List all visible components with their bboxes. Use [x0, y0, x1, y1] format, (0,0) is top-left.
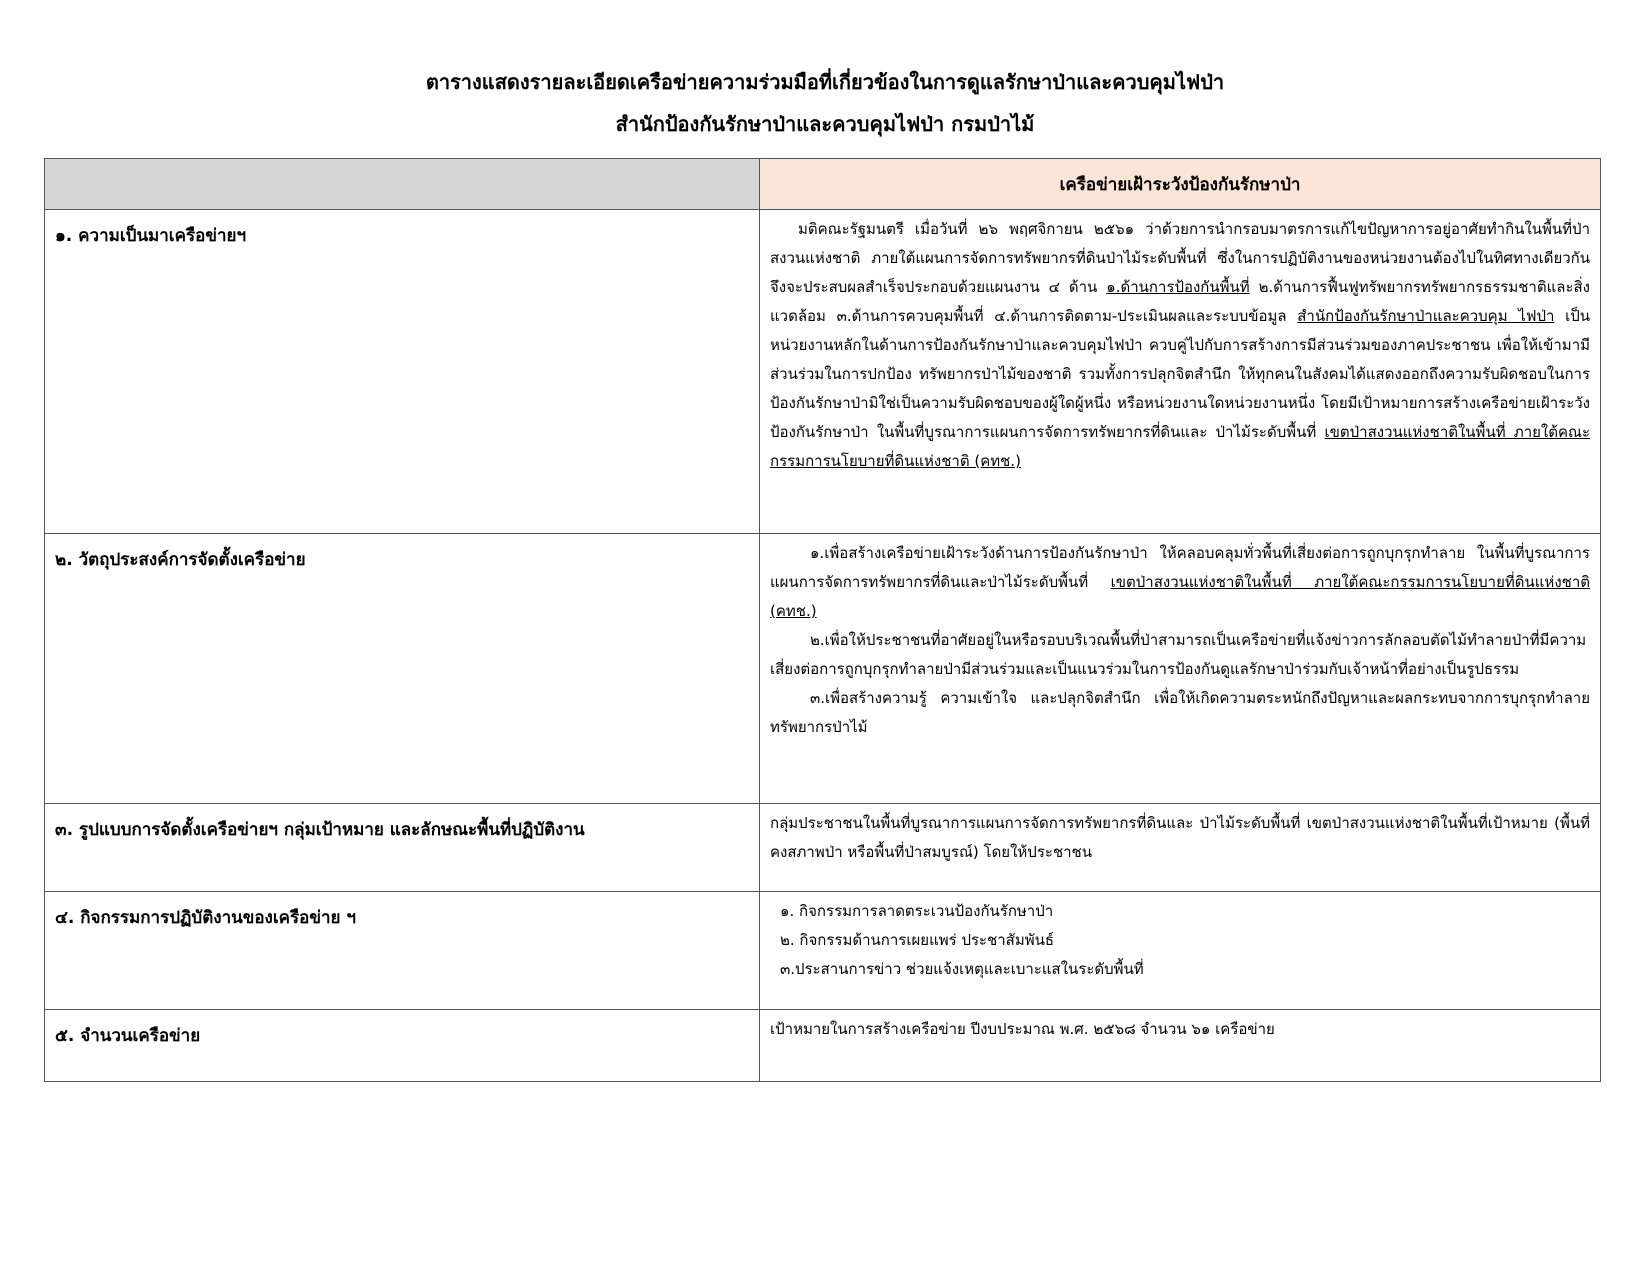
background-text-b: ๒.ด้านการฟื้นฟูทรัพยากรทรัพยากรธรรมชาติและสิ่งแวดล้อม ๓.ด้านการควบคุมพื้นที่ ๔.ด้านการติดตาม-ประเมินผลและระบบข้อมูล [770, 278, 1590, 325]
background-text-a: มติคณะรัฐมนตรี เมื่อวันที่ ๒๖ พฤศจิกายน ๒๕๖๑ ว่าด้วยการนำกรอบมาตรการแก้ไขปัญหาการอยู่อาศัยทำกินในพื้นที่ป่าสงวนแห่งชาติ ภายใต้แผนการจัดการทรัพยากรที่ดินป่าไม้ระดับพื้นที่ ซึ่งในการปฏิบัติงานของหน่วยงานต้องไปในทิศทางเดียวกัน จึงจะประสบผลสำเร็จประกอบด้วยแผนงาน ๔ ด้าน [770, 220, 1590, 296]
activity-item: ๑. กิจกรรมการลาดตระเวนป้องกันรักษาป่า [780, 902, 1054, 920]
background-underline-1: ๑.ด้านการป้องกันพื้นที่ [1106, 278, 1250, 296]
row-label-background: ๑. ความเป็นมาเครือข่ายฯ [45, 210, 760, 534]
row-content-objectives [760, 534, 1601, 804]
table-row [45, 534, 1601, 804]
row-content-background [760, 210, 1601, 534]
objective-2: ๒.เพื่อให้ประชาชนที่อาศัยอยู่ในหรือรอบบริเวณพื้นที่ป่าสามารถเป็นเครือข่ายที่แจ้งข่าวการลักลอบตัดไม้ทำลายป่าที่มีความเสี่ยงต่อการถูกบุกรุกทำลายป่ามีส่วนร่วมและเป็นแนวร่วมในการป้องกันดูแลรักษาป่าร่วมกับเจ้าหน้าที่อย่างเป็นรูปธรรม [770, 631, 1587, 678]
table-row [45, 210, 1601, 534]
table-row [45, 892, 1601, 1010]
activity-item: ๓.ประสานการข่าว ช่วยแจ้งเหตุและเบาะแสในระดับพื้นที่ [780, 960, 1144, 978]
activity-item: ๒. กิจกรรมด้านการเผยแพร่ ประชาสัมพันธ์ [780, 931, 1055, 949]
network-details-table [44, 158, 1601, 1082]
document-subtitle: สำนักป้องกันรักษาป่าและควบคุมไฟป่า กรมป่าไม้ [615, 112, 1035, 136]
header-blank-cell [45, 159, 760, 210]
table-row [45, 804, 1601, 892]
row-label-activities: ๔. กิจกรรมการปฏิบัติงานของเครือข่าย ฯ [45, 892, 760, 1010]
objective-1-text: ๑.เพื่อสร้างเครือข่ายเฝ้าระวังด้านการป้องกันรักษาป่า ให้คลอบคลุมทั่วพื้นที่เสี่ยงต่อการถูกบุกรุกทำลาย ในพื้นที่บูรณาการแผนการจัดการทรัพยากรที่ดินและป่าไม้ระดับพื้นที่ [770, 544, 1590, 591]
row-content-count: เป้าหมายในการสร้างเครือข่าย ปีงบประมาณ พ.ศ. ๒๕๖๘ จำนวน ๖๑ เครือข่าย [760, 1010, 1601, 1082]
table-row [45, 1010, 1601, 1082]
row-label-format: ๓. รูปแบบการจัดตั้งเครือข่ายฯ กลุ่มเป้าหมาย และลักษณะพื้นที่ปฏิบัติงาน [45, 804, 760, 892]
objective-3: ๓.เพื่อสร้างความรู้ ความเข้าใจ และปลุกจิตสำนึก เพื่อให้เกิดความตระหนักถึงปัญหาและผลกระทบจากการบุกรุกทำลายทรัพยากรป่าไม้ [770, 689, 1590, 736]
objective-1 [770, 539, 1590, 626]
background-underline-2: สำนักป้องกันรักษาป่าและควบคุม ไฟป่า [1297, 307, 1555, 325]
row-label-count: ๕. จำนวนเครือข่าย [45, 1010, 760, 1082]
background-paragraph [770, 215, 1590, 476]
background-text-c: เป็นหน่วยงานหลักในด้านการป้องกันรักษาป่าและควบคุมไฟป่า ควบคู่ไปกับการสร้างการมีส่วนร่วมของภาคประชาชน เพื่อให้เข้ามามีส่วนร่วมในการปกป้อง ทรัพยากรป่าไม้ของชาติ รวมทั้งการปลุกจิตสำนึก ให้ทุกคนในสังคมได้แสดงออกถึงความรับผิดชอบในการป้องกันรักษาป่ามิใช่เป็นความรับผิดชอบของผู้ใดผู้หนึ่ง หรือหน่วยงานใดหน่วยงานหนึ่ง โดยมีเป้าหมายการสร้างเครือข่ายเฝ้าระวังป้องกันรักษาป่า ในพื้นที่บูรณาการแผนการจัดการทรัพยากรที่ดินและ ป่าไม้ระดับพื้นที่ [770, 307, 1590, 441]
row-content-format: กลุ่มประชาชนในพื้นที่บูรณาการแผนการจัดการทรัพยากรที่ดินและ ป่าไม้ระดับพื้นที่ เขตป่าสงวนแห่งชาติในพื้นที่เป้าหมาย (พื้นที่คงสภาพป่า หรือพื้นที่ป่าสมบูรณ์) โดยให้ประชาชน [760, 804, 1601, 892]
header-network-name: เครือข่ายเฝ้าระวังป้องกันรักษาป่า [760, 159, 1601, 210]
table-header-row [45, 159, 1601, 210]
document-title: ตารางแสดงรายละเอียดเครือข่ายความร่วมมือที่เกี่ยวข้องในการดูแลรักษาป่าและควบคุมไฟป่า [425, 70, 1225, 94]
objective-1-underline: เขตป่าสงวนแห่งชาติในพื้นที่ ภายใต้คณะกรรมการนโยบายที่ดินแห่งชาติ (คทช.) [770, 573, 1590, 620]
background-underline-3: เขตป่าสงวนแห่งชาติในพื้นที่ ภายใต้คณะกรรมการนโยบายที่ดินแห่งชาติ (คทช.) [770, 423, 1590, 470]
row-content-activities [760, 892, 1601, 1010]
row-label-objectives: ๒. วัตถุประสงค์การจัดตั้งเครือข่าย [45, 534, 760, 804]
